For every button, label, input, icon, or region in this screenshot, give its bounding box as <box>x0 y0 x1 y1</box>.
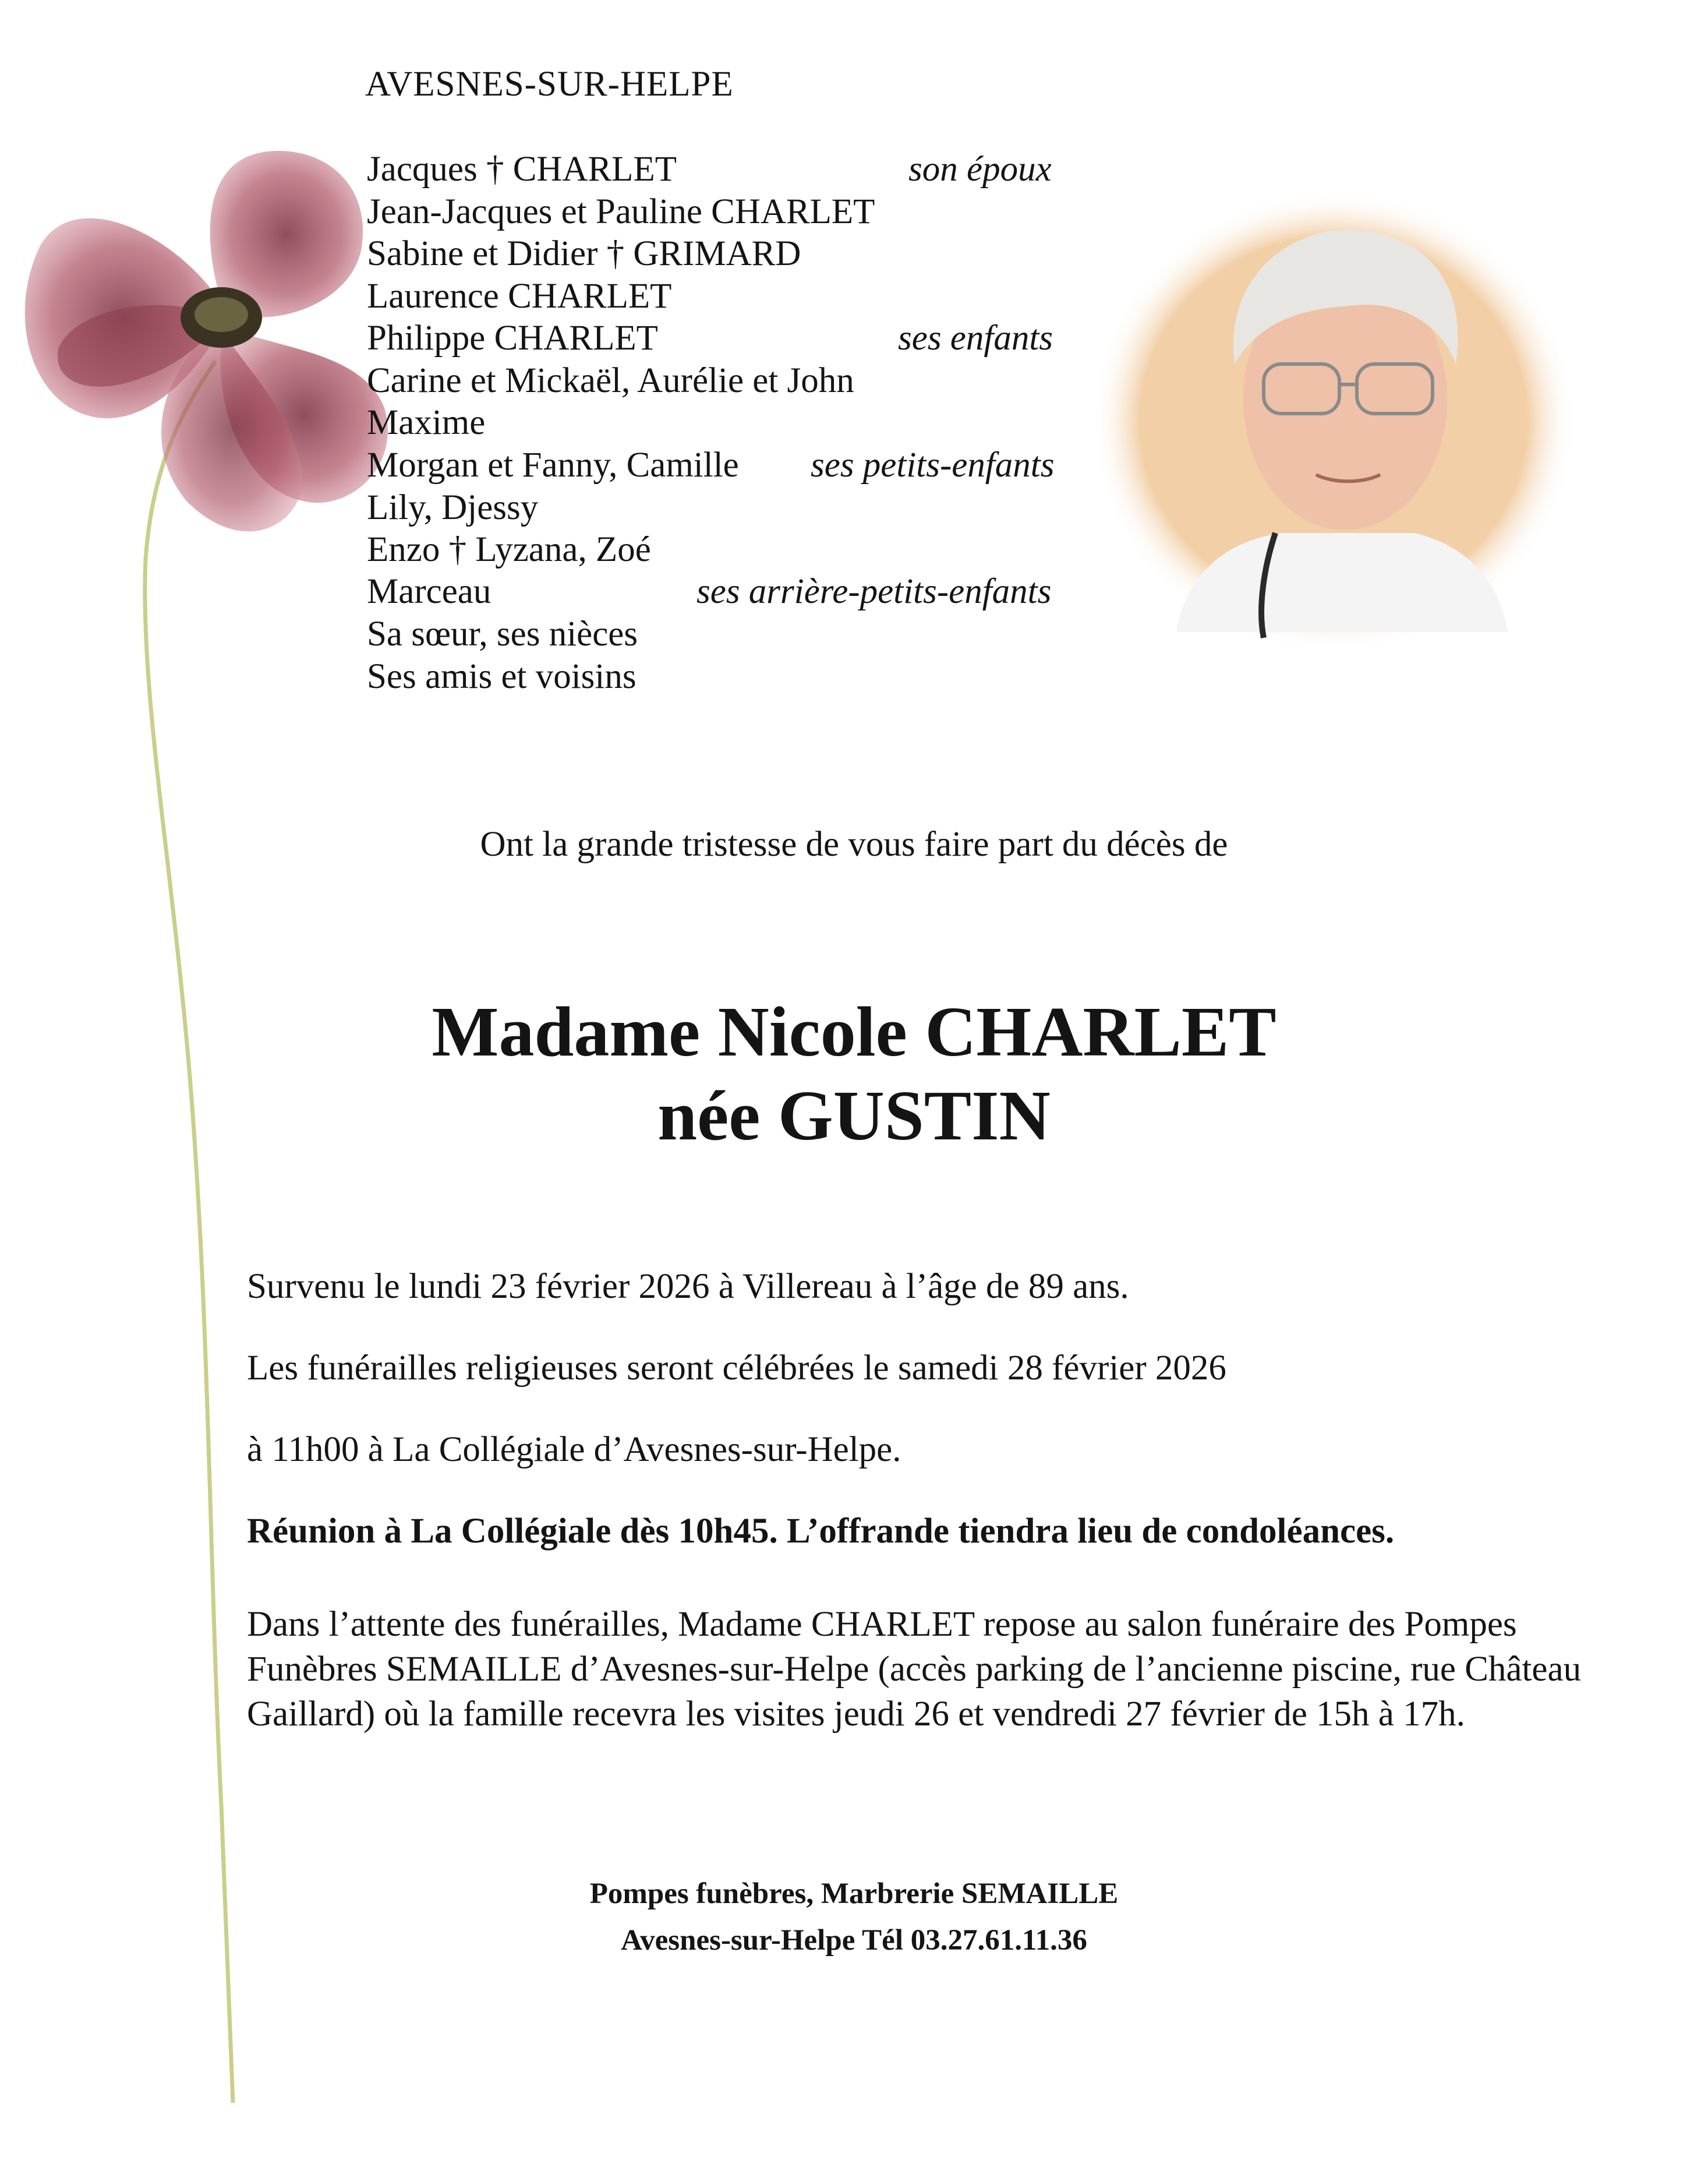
family-name: Marceau <box>367 572 491 611</box>
family-role: ses enfants <box>898 319 1053 358</box>
family-role: ses arrière-petits-enfants <box>696 572 1052 611</box>
announcement-intro: Ont la grande tristesse de vous faire part du décès de <box>480 825 1228 864</box>
portrait-photo <box>1089 189 1578 652</box>
meeting-details: Réunion à La Collégiale dès 10h45. L’offrande tiendra lieu de condoléances. <box>247 1512 1395 1551</box>
deceased-maiden-name: née GUSTIN <box>657 1076 1051 1155</box>
family-name: Laurence CHARLET <box>367 277 672 316</box>
deceased-block <box>0 990 1708 1158</box>
funeral-details-line-1: Les funérailles religieuses seront célébrées le samedi 28 février 2026 <box>247 1349 1226 1388</box>
family-name: Lily, Djessy <box>367 488 539 527</box>
family-name: Carine et Mickaël, Aurélie et John <box>367 361 854 400</box>
death-details: Survenu le lundi 23 février 2026 à Villereau à l’âge de 89 ans. <box>247 1267 1129 1306</box>
family-name: Sabine et Didier † GRIMARD <box>367 234 801 273</box>
family-name: Morgan et Fanny, Camille <box>367 446 739 485</box>
family-name: Jean-Jacques et Pauline CHARLET <box>367 192 875 231</box>
deceased-name: Madame Nicole CHARLET <box>432 993 1276 1071</box>
family-name: Maxime <box>367 403 486 442</box>
family-name: Jacques † CHARLET <box>367 150 677 189</box>
funeral-details-line-2: à 11h00 à La Collégiale d’Avesnes-sur-Helpe. <box>247 1430 901 1469</box>
family-role: ses petits-enfants <box>811 446 1055 485</box>
family-name: Sa sœur, ses nièces <box>367 615 638 654</box>
town-name: AVESNES-SUR-HELPE <box>365 65 734 104</box>
repose-details: Dans l’attente des funérailles, Madame CHARLET repose au salon funéraire des Pompes Funèbres SEMAILLE d’Avesnes-sur-Helpe (accès parking de l’ancienne piscine, rue Château Gaillard) où la famille recevra les visites jeudi 26 et vendredi 27 février de 15h à 17h. <box>247 1605 1582 1734</box>
family-role: son époux <box>908 150 1052 189</box>
funeral-home-name: Pompes funèbres, Marbrerie SEMAILLE <box>589 1877 1119 1910</box>
funeral-home-contact: Avesnes-sur-Helpe Tél 03.27.61.11.36 <box>621 1924 1087 1957</box>
family-name: Philippe CHARLET <box>367 319 658 358</box>
family-name: Enzo † Lyzana, Zoé <box>367 530 651 569</box>
family-name: Ses amis et voisins <box>367 657 636 696</box>
